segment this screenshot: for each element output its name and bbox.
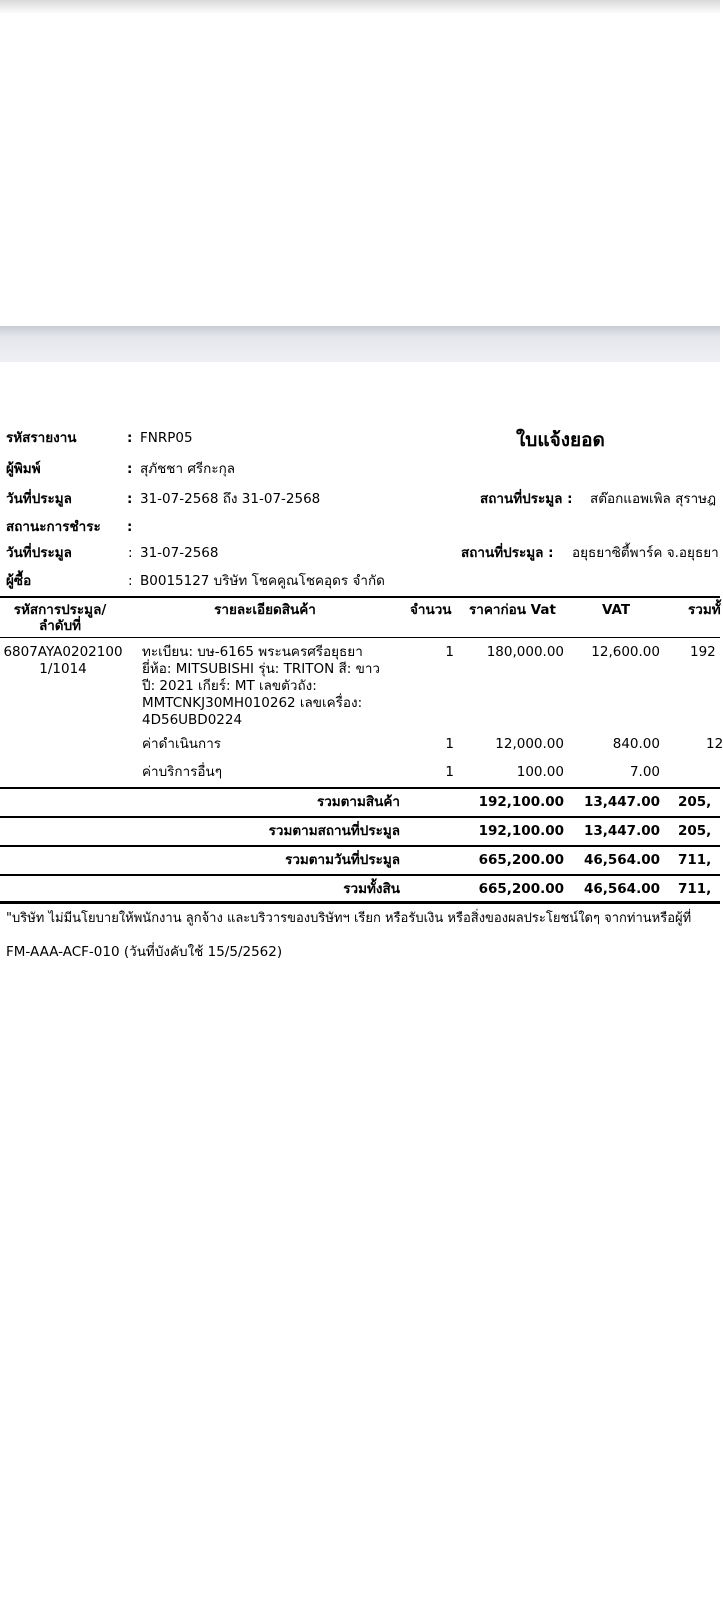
page-separator	[0, 326, 720, 362]
row-vat: 12,600.00	[591, 644, 660, 660]
colon: :	[127, 461, 133, 477]
summary-vat: 46,564.00	[583, 852, 660, 868]
summary-price: 665,200.00	[478, 852, 564, 868]
grand-total-vat: 46,564.00	[583, 881, 660, 897]
row-vat: 7.00	[629, 764, 660, 780]
payment-status-label: สถานะการชำระ	[6, 519, 101, 535]
col-price-header: ราคาก่อน Vat	[469, 602, 556, 618]
auction-date-value: 31-07-2568 ถึง 31-07-2568	[140, 491, 321, 507]
summary-price: 192,100.00	[478, 794, 564, 810]
form-code: FM-AAA-ACF-010 (วันที่บังคับใช้ 15/5/2562)	[6, 944, 283, 960]
printer-value: สุภัชชา ศรีกะกุล	[140, 461, 236, 477]
location2-label: สถานที่ประมูล :	[461, 545, 554, 561]
detail-line: ทะเบียน: บษ-6165 พระนครศรีอยุธยา	[142, 644, 363, 660]
col-code-header-line2: ลำดับที่	[38, 618, 82, 634]
colon: :	[127, 519, 133, 535]
summary-price: 192,100.00	[478, 823, 564, 839]
row-price: 100.00	[516, 764, 564, 780]
row-qty: 1	[445, 644, 454, 660]
colon: :	[127, 430, 133, 446]
col-qty-header: จำนวน	[410, 602, 452, 618]
detail-line: MMTCNKJ30MH010262 เลขเครื่อง:	[142, 695, 363, 711]
row-total: 192	[690, 644, 716, 660]
summary-rule	[0, 845, 720, 847]
col-code-header-line1: รหัสการประมูล/	[13, 602, 107, 618]
printer-label: ผู้พิมพ์	[6, 461, 41, 477]
detail-line: ค่าบริการอื่นๆ	[142, 764, 223, 780]
location2-value: อยุธยาซิตี้พาร์ค จ.อยุธยา	[572, 545, 719, 561]
col-detail-header: รายละเอียดสินค้า	[214, 602, 316, 618]
summary-rule	[0, 816, 720, 818]
location-label: สถานที่ประมูล :	[480, 491, 573, 507]
top-shadow	[0, 0, 720, 14]
row-price: 12,000.00	[495, 736, 564, 752]
summary-label: รวมตามสถานที่ประมูล	[268, 823, 400, 839]
detail-line: 4D56UBD0224	[142, 712, 243, 728]
row-qty: 1	[445, 736, 454, 752]
summary-rule	[0, 787, 720, 789]
grand-total-label: รวมทั้งสิน	[343, 881, 400, 897]
detail-line: ปี: 2021 เกียร์: MT เลขตัวถัง:	[142, 678, 317, 694]
policy-note: "บริษัท ไม่มีนโยบายให้พนักงาน ลูกจ้าง และบริวารของบริษัทฯ เรียก หรือรับเงิน หรือสิ่งของผลประโยชน์ใดๆ จากท่านหรือผู้ที่	[6, 911, 692, 926]
colon: :	[127, 491, 133, 507]
colon: :	[128, 545, 133, 561]
row-vat: 840.00	[612, 736, 660, 752]
summary-total: 205,	[678, 794, 712, 810]
report-code-value: FNRP05	[140, 430, 193, 446]
grand-total-price: 665,200.00	[478, 881, 564, 897]
summary-label: รวมตามวันที่ประมูล	[285, 852, 400, 868]
grand-total-double-rule	[0, 901, 720, 904]
summary-label: รวมตามสินค้า	[316, 794, 400, 810]
table-row-code: 6807AYA0202100	[3, 644, 123, 660]
auction-date-label: วันที่ประมูล	[6, 491, 72, 507]
grand-total-total: 711,	[678, 881, 712, 897]
summary-rule	[0, 874, 720, 876]
location-value: สต๊อกแอพเพิล สุราษฎ	[590, 491, 717, 507]
buyer-value: B0015127 บริษัท โชคคูณโชคอุดร จำกัด	[140, 573, 385, 589]
document-title: ใบแจ้งยอด	[516, 429, 605, 451]
col-total-header: รวมทั้	[688, 602, 721, 618]
col-vat-header: VAT	[602, 602, 631, 618]
summary-total: 711,	[678, 852, 712, 868]
summary-total: 205,	[678, 823, 712, 839]
auction-date2-value: 31-07-2568	[140, 545, 219, 561]
detail-line: ค่าดำเนินการ	[142, 736, 222, 752]
row-price: 180,000.00	[486, 644, 564, 660]
summary-vat: 13,447.00	[583, 794, 660, 810]
auction-date2-label: วันที่ประมูล	[6, 545, 72, 561]
buyer-label: ผู้ซื้อ	[6, 573, 32, 589]
table-header-rule	[0, 637, 720, 638]
row-total: 12	[706, 736, 723, 752]
colon: :	[128, 573, 133, 589]
table-top-rule	[0, 596, 720, 598]
report-code-label: รหัสรายงาน	[6, 430, 77, 446]
table-row-seq: 1/1014	[39, 661, 87, 677]
row-qty: 1	[445, 764, 454, 780]
summary-vat: 13,447.00	[583, 823, 660, 839]
detail-line: ยี่ห้อ: MITSUBISHI รุ่น: TRITON สี: ขาว	[142, 661, 380, 677]
report-page	[0, 362, 723, 1604]
